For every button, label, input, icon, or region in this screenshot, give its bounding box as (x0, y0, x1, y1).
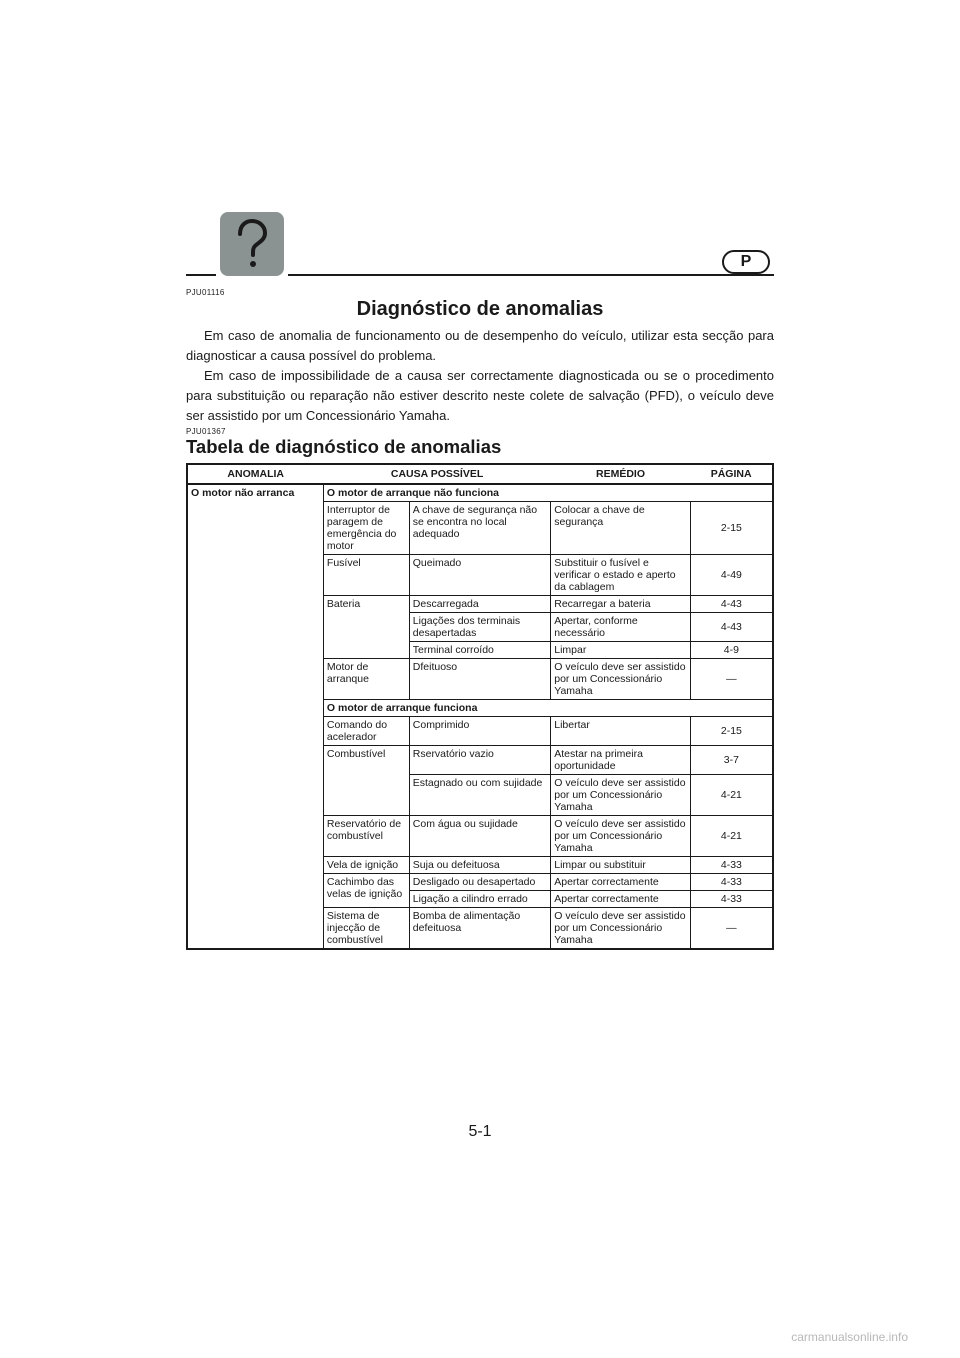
component-cell: Interruptor de paragem de emergência do motor (323, 502, 409, 555)
cause-cell: Com água ou sujidade (409, 816, 550, 857)
remedy-cell: Recarregar a bateria (551, 596, 691, 613)
component-cell: Combustível (323, 746, 409, 816)
page-cell: 4-9 (690, 642, 773, 659)
component-cell: Reservatório de combustível (323, 816, 409, 857)
remedy-cell: Colocar a chave de segurança (551, 502, 691, 555)
component-cell: Vela de ignição (323, 857, 409, 874)
cause-cell: Bomba de alimentação defeituosa (409, 908, 550, 950)
language-badge: P (722, 250, 770, 274)
remedy-cell: Limpar (551, 642, 691, 659)
cause-cell: Rservatório vazio (409, 746, 550, 775)
cause-cell: Terminal corroído (409, 642, 550, 659)
header-rule-right (288, 274, 774, 276)
group-heading: O motor de arranque funciona (323, 700, 773, 717)
section-title: Tabela de diagnóstico de anomalias (186, 436, 502, 457)
cause-cell: Estagnado ou com sujidade (409, 775, 550, 816)
component-cell: Comando do acelerador (323, 717, 409, 746)
section-code: PJU01116 (186, 288, 225, 297)
group-heading: O motor de arranque não funciona (323, 484, 773, 502)
header-anomaly: ANOMALIA (187, 464, 323, 484)
table-header-row (187, 464, 773, 484)
page-number: 5-1 (468, 1123, 492, 1140)
remedy-cell: Apertar, conforme necessário (551, 613, 691, 642)
component-cell: Bateria (323, 596, 409, 659)
component-cell: Motor de arranque (323, 659, 409, 700)
intro-paragraph: Em caso de anomalia de funcionamento ou de desempenho do veículo, utilizar esta secção para diagnosticar a causa possível do problema. (186, 328, 774, 363)
page-cell: 4-43 (690, 596, 773, 613)
page-cell: 4-49 (690, 555, 773, 596)
page-cell: 3-7 (690, 746, 773, 775)
page-title: Diagnóstico de anomalias (356, 298, 604, 320)
watermark: carmanualsonline.info (791, 1330, 908, 1344)
troubleshooting-table (186, 463, 774, 950)
cause-cell: Descarregada (409, 596, 550, 613)
anomaly-cell: O motor não arranca (187, 484, 323, 949)
section-code: PJU01367 (186, 427, 226, 436)
cause-cell: Comprimido (409, 717, 550, 746)
remedy-cell: Substituir o fusível e verificar o estado e aperto da cablagem (551, 555, 691, 596)
cause-cell: Suja ou defeituosa (409, 857, 550, 874)
page-cell: 4-33 (690, 857, 773, 874)
component-cell: Sistema de injecção de combustível (323, 908, 409, 950)
page-cell: 2-15 (690, 502, 773, 555)
remedy-cell: Libertar (551, 717, 691, 746)
table-row (187, 484, 773, 502)
question-mark-icon (220, 212, 284, 276)
remedy-cell: Apertar correctamente (551, 874, 691, 891)
remedy-cell: Limpar ou substituir (551, 857, 691, 874)
header-remedy: REMÉDIO (551, 464, 691, 484)
remedy-cell: O veículo deve ser assistido por um Concessionário Yamaha (551, 775, 691, 816)
remedy-cell: O veículo deve ser assistido por um Concessionário Yamaha (551, 659, 691, 700)
cause-cell: Ligações dos terminais desapertadas (409, 613, 550, 642)
page-cell: 2-15 (690, 717, 773, 746)
header-rule-left (186, 274, 216, 276)
intro-paragraph: Em caso de impossibilidade de a causa ser correctamente diagnosticada ou se o procedimento para substituição ou reparação não estiver descrito neste colete de salvação (PFD), o veículo deve ser assistido por um Concessionário Yamaha. (186, 368, 774, 423)
cause-cell: A chave de segurança não se encontra no local adequado (409, 502, 550, 555)
component-cell: Cachimbo das velas de ignição (323, 874, 409, 908)
page-cell: 4-21 (690, 816, 773, 857)
header-page: PÁGINA (690, 464, 773, 484)
page-cell: 4-33 (690, 874, 773, 891)
intro-text (186, 326, 774, 426)
page-cell: 4-33 (690, 891, 773, 908)
remedy-cell: Apertar correctamente (551, 891, 691, 908)
remedy-cell: O veículo deve ser assistido por um Concessionário Yamaha (551, 816, 691, 857)
page-cell: — (690, 659, 773, 700)
remedy-cell: O veículo deve ser assistido por um Concessionário Yamaha (551, 908, 691, 950)
cause-cell: Ligação a cilindro errado (409, 891, 550, 908)
page-cell: 4-43 (690, 613, 773, 642)
component-cell: Fusível (323, 555, 409, 596)
remedy-cell: Atestar na primeira oportunidade (551, 746, 691, 775)
cause-cell: Queimado (409, 555, 550, 596)
page-cell: — (690, 908, 773, 950)
header-cause: CAUSA POSSÍVEL (323, 464, 550, 484)
cause-cell: Desligado ou desapertado (409, 874, 550, 891)
cause-cell: Dfeituoso (409, 659, 550, 700)
page-cell: 4-21 (690, 775, 773, 816)
